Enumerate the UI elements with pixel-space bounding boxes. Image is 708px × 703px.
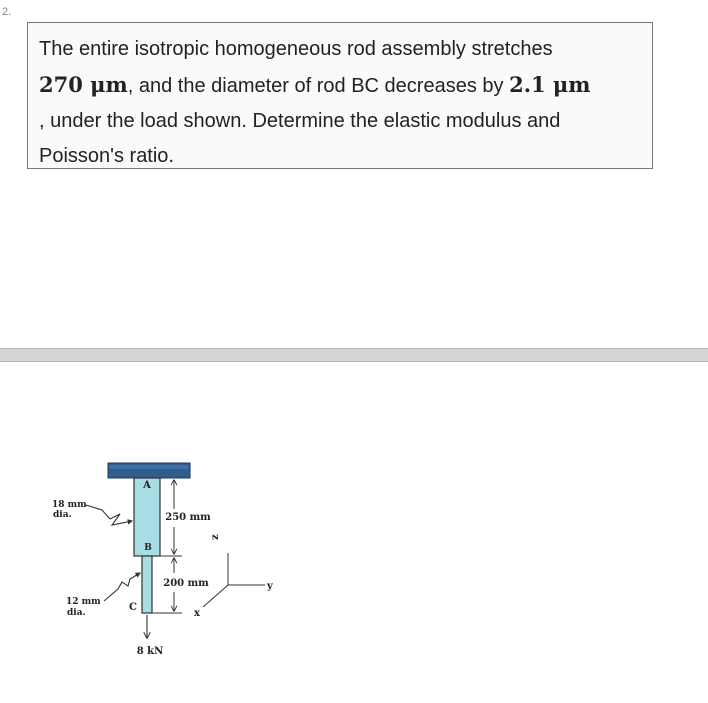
dia-top-unit: dia. <box>53 510 72 520</box>
question-number: 2. <box>2 6 12 18</box>
axis-x-label: x <box>194 608 200 619</box>
point-c-label: C <box>129 602 137 613</box>
section-divider <box>0 348 708 362</box>
rod-assembly-figure <box>40 455 300 665</box>
dia-bottom-value: 12 mm <box>66 597 101 607</box>
question-box <box>27 22 653 169</box>
question-text-part1: The entire isotropic homogeneous rod assembly stretches <box>39 38 553 60</box>
question-text <box>39 32 642 174</box>
dia-bottom-leader <box>104 573 140 601</box>
length-bc-label: 200 mm <box>163 578 209 589</box>
elongation-value: 270 μm <box>39 72 128 97</box>
axis-y-label: y <box>267 581 273 592</box>
question-text-part3: , under the load shown. Determine the elastic modulus and Poisson's ratio. <box>39 110 561 167</box>
rod-bc <box>142 556 152 613</box>
length-ab-label: 250 mm <box>165 512 211 523</box>
axis-z-label: z <box>210 534 221 540</box>
diameter-change-value: 2.1 μm <box>509 72 591 97</box>
point-a-label: A <box>143 480 151 491</box>
dia-bottom-unit: dia. <box>67 608 86 618</box>
dia-top-leader <box>86 505 132 525</box>
question-text-part2: , and the diameter of rod BC decreases by <box>127 75 504 97</box>
dia-top-value: 18 mm <box>52 500 87 510</box>
load-label: 8 kN <box>136 646 164 657</box>
point-b-label: B <box>144 543 152 553</box>
